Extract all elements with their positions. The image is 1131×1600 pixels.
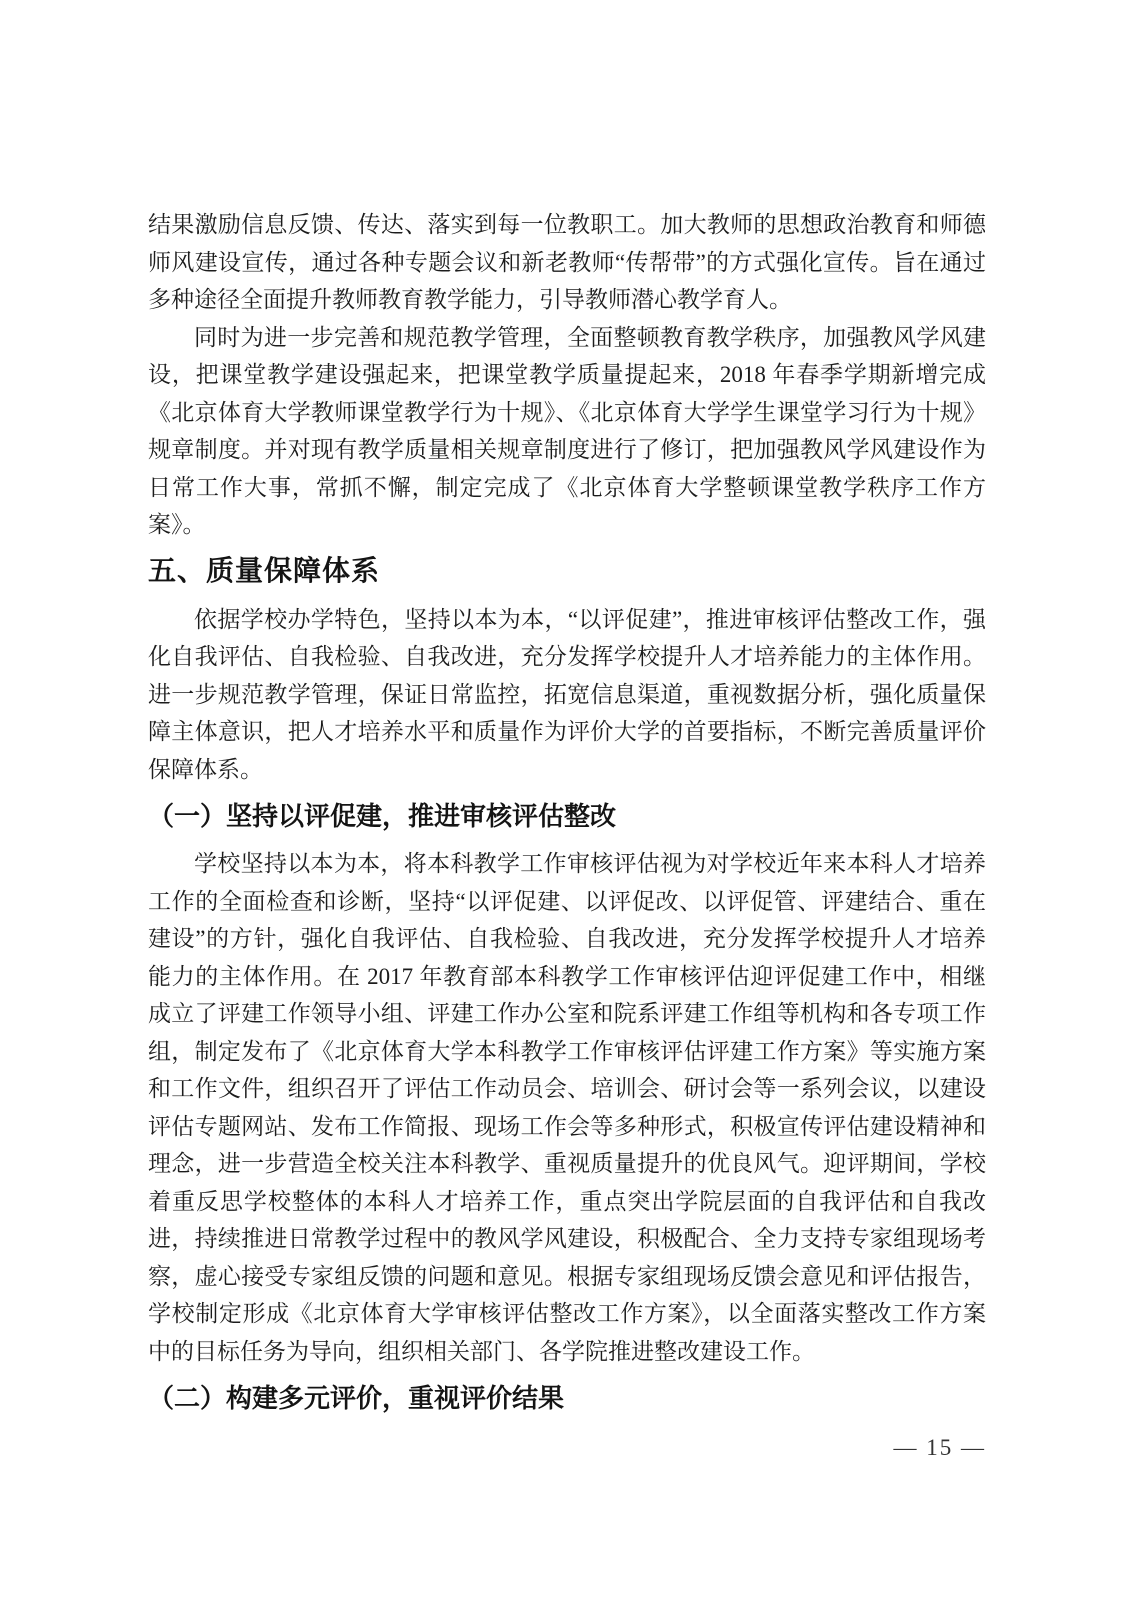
- page-number: — 15 —: [893, 1435, 986, 1460]
- paragraph-teaching-order: 同时为进一步完善和规范教学管理，全面整顿教育教学秩序，加强教风学风建设，把课堂教学建设强起来，把课堂教学质量提起来，2018 年春季学期新增完成《北京体育大学教师课堂教学行为十规》、《北京体育大学学生课堂学习行为十规》规章制度。并对现有教学质量相关规章制度进行了修订，把加强教风学风建设作为日常工作大事，常抓不懈，制定完成了《北京体育大学整顿课堂教学秩序工作方案》。: [148, 324, 986, 537]
- subsection-heading-audit-evaluation: （一）坚持以评促建，推进审核评估整改: [148, 801, 617, 831]
- paragraph-quality-intro: 依据学校办学特色，坚持以本为本，“以评促建”，推进审核评估整改工作，强化自我评估、自我检验、自我改进，充分发挥学校提升人才培养能力的主体作用。进一步规范教学管理，保证日常监控，拓宽信息渠道，重视数据分析，强化质量保障主体意识，把人才培养水平和质量作为评价大学的首要指标，不断完善质量评价保障体系。: [148, 606, 986, 782]
- page-content: [148, 206, 986, 1427]
- page-footer: [148, 1433, 986, 1463]
- subsection-heading-multi-evaluation: （二）构建多元评价，重视评价结果: [148, 1383, 565, 1413]
- paragraph-teacher-morale-continuation: 结果激励信息反馈、传达、落实到每一位教职工。加大教师的思想政治教育和师德师风建设宣传，通过各种专题会议和新老教师“传帮带”的方式强化宣传。旨在通过多种途径全面提升教师教育教学能力，引导教师潜心教学育人。: [148, 212, 986, 312]
- paragraph-audit-evaluation: 学校坚持以本为本，将本科教学工作审核评估视为对学校近年来本科人才培养工作的全面检查和诊断，坚持“以评促建、以评促改、以评促管、评建结合、重在建设”的方针，强化自我评估、自我检验、自我改进，充分发挥学校提升人才培养能力的主体作用。在 2017 年教育部本科教学工作审核评估迎评促建工作中，相继成立了评建工作领导小组、评建工作办公室和院系评建工作组等机构和各专项工作组，制定发布了《北京体育大学本科教学工作审核评估评建工作方案》等实施方案和工作文件，组织召开了评估工作动员会、培训会、研讨会等一系列会议，以建设评估专题网站、发布工作简报、现场工作会等多种形式，积极宣传评估建设精神和理念，进一步营造全校关注本科教学、重视质量提升的优良风气。迎评期间，学校着重反思学校整体的本科人才培养工作，重点突出学院层面的自我评估和自我改进，持续推进日常教学过程中的教风学风建设，积极配合、全力支持专家组现场考察，虚心接受专家组反馈的问题和意见。根据专家组现场反馈会意见和评估报告，学校制定形成《北京体育大学审核评估整改工作方案》，以全面落实整改工作方案中的目标任务为导向，组织相关部门、各学院推进整改建设工作。: [148, 851, 986, 1364]
- section-heading-quality-assurance-system: 五、质量保障体系: [148, 554, 381, 586]
